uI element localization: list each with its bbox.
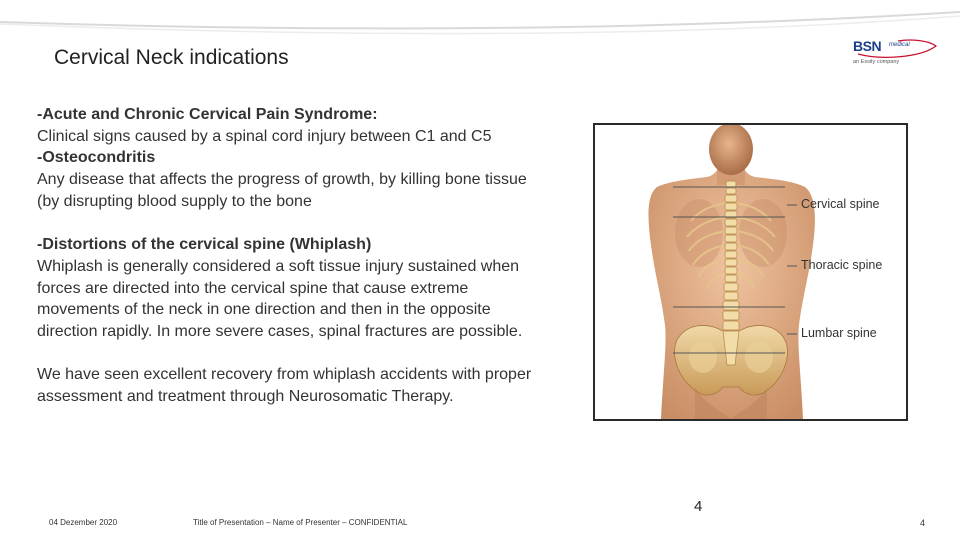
spine-anatomy-figure	[593, 123, 908, 421]
slide-number: 4	[694, 498, 703, 515]
section2-heading: -Osteocondritis	[37, 149, 156, 167]
main-text-block	[37, 104, 537, 408]
slide-title: Cervical Neck indications	[54, 46, 289, 69]
header-swoosh-decoration	[0, 0, 960, 45]
section1-text: Clinical signs caused by a spinal cord injury between C1 and C5	[37, 127, 492, 145]
label-lumbar-spine: Lumbar spine	[801, 326, 877, 340]
logo-tagline: an Essity company	[853, 59, 900, 65]
logo-sub: medical	[889, 42, 910, 48]
label-cervical-spine: Cervical spine	[801, 197, 880, 211]
section3-text: Whiplash is generally considered a soft tissue injury sustained when forces are directed into the cervical spine that cause extreme movements of the neck in one direction and then in the opposite direction rapidly. In more severe cases, spinal fractures are possible.	[37, 257, 523, 341]
section2-text: Any disease that affects the progress of growth, by killing bone tissue (by disrupting blood supply to the bone	[37, 171, 527, 210]
spine-illustration	[595, 125, 906, 419]
bsn-medical-logo	[850, 38, 940, 68]
footer-date: 04 Dezember 2020	[49, 518, 118, 527]
section4-text: We have seen excellent recovery from whiplash accidents with proper assessment and treatment through Neurosomatic Therapy.	[37, 366, 532, 406]
section1-heading: -Acute and Chronic Cervical Pain Syndrome:	[37, 106, 378, 123]
label-thoracic-spine: Thoracic spine	[801, 258, 883, 272]
footer-title: Title of Presentation – Name of Presenter – CONFIDENTIAL	[193, 518, 408, 527]
section3-heading: -Distortions of the cervical spine (Whiplash)	[37, 236, 372, 254]
logo-brand: BSN	[853, 38, 882, 54]
footer-page-number: 4	[920, 518, 926, 528]
